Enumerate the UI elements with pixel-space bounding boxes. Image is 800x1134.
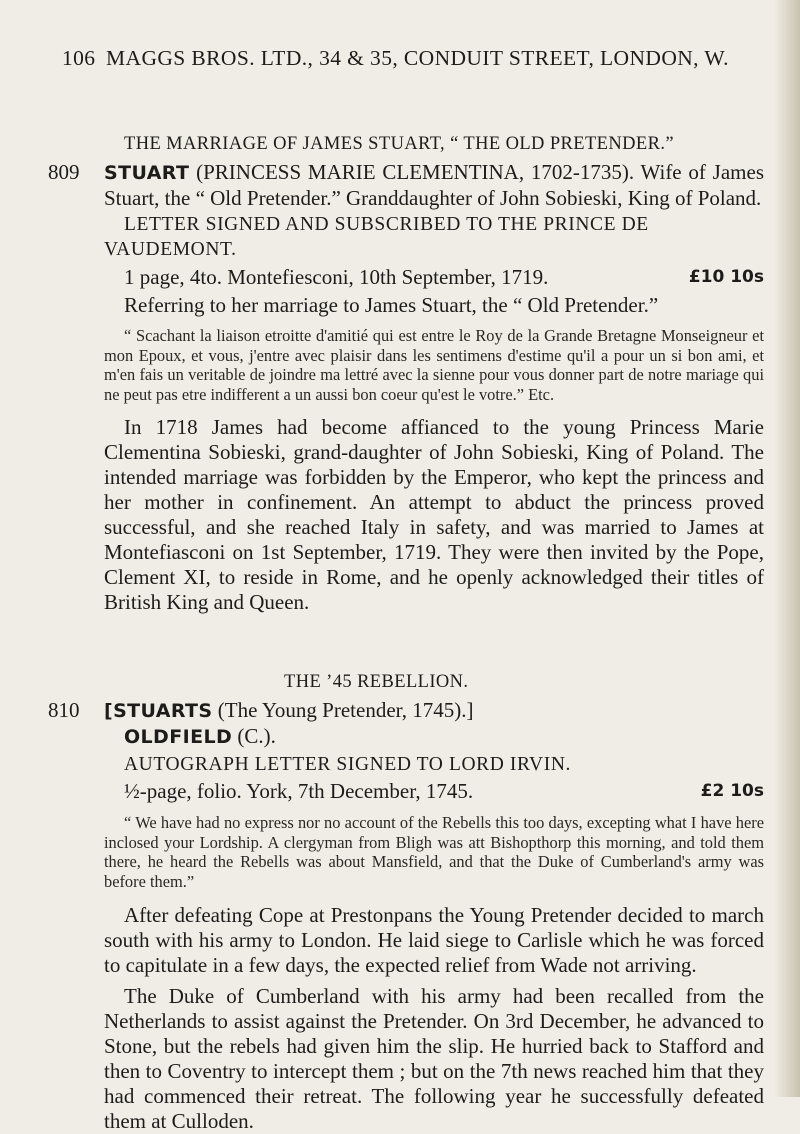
section-title-marriage: THE MARRIAGE OF JAMES STUART, “ THE OLD PRETENDER.”	[124, 134, 674, 154]
lot-paragraph-2: The Duke of Cumberland with his army had been recalled from the Netherlands to assist against the Pretender. On 3rd December, he advanced to Stone, but the rebels had given him the slip. He hurried back to Stafford and then to Coventry to intercept them ; but on the 7th news reached him that they had commenced their retreat. The following year he successfully defeated them at Culloden.	[104, 984, 764, 1133]
lot-author	[104, 724, 764, 750]
lot-number: 809	[48, 160, 80, 184]
page-edge-shadow	[774, 0, 800, 1097]
publisher-line: MAGGS BROS. LTD., 34 & 35, CONDUIT STREET, LONDON, W.	[106, 46, 729, 70]
running-head	[62, 46, 762, 71]
lot-bracket-rest: (The Young Pretender, 1745).]	[212, 698, 474, 722]
lot-heading-rest: (PRINCESS MARIE CLEMENTINA, 1702-1735). Wife of James Stuart, the “ Old Pretender.” Granddaughter of John Sobieski, King of Poland.	[104, 160, 764, 210]
lot-heading	[104, 698, 764, 724]
lot-quote: “ We have had no express nor no account of the Rebells this too days, excepting what I have here inclosed your Lordship. A clergyman from Bligh was att Bishopthorp this morning, and told them there, he heard the Rebells was about Mansfield, and that the Duke of Cumberland's army was before them.”	[104, 813, 764, 891]
lot-author-name: OLDFIELD	[124, 726, 233, 748]
lot-price: £2 10s	[700, 781, 764, 801]
lot-details	[104, 265, 764, 290]
lot-quote: “ Scachant la liaison etroitte d'amitié qui est entre le Roy de la Grande Bretagne Monseigneur et mon Epoux, et vous, j'entre avec plaisir dans les sentimens d'estime qu'il a pour un si bon ami, et m'en fais un veritable de joindre ma lettré avec la sienne pour vous donner part de notre mariage qui ne peut pas etre indifferent a un aussi bon coeur qu'est le votre.” Etc.	[104, 326, 764, 404]
lot-paragraph-1: After defeating Cope at Prestonpans the Young Pretender decided to march south with his army to London. He laid siege to Carlisle which he was forced to capitulate in a few days, the expected relief from Wade not arriving.	[104, 903, 764, 977]
lot-description: AUTOGRAPH LETTER SIGNED TO LORD IRVIN.	[124, 754, 571, 775]
lot-heading	[104, 160, 764, 211]
lot-details-text: ½-page, folio. York, 7th December, 1745.	[124, 779, 474, 803]
lot-note: Referring to her marriage to James Stuart, the “ Old Pretender.”	[124, 293, 659, 317]
lot-name: STUART	[104, 162, 190, 184]
lot-details-text: 1 page, 4to. Montefiesconi, 10th September, 1719.	[124, 265, 549, 289]
lot-price: £10 10s	[688, 267, 764, 287]
lot-810	[48, 698, 764, 1134]
lot-author-rest: (C.).	[232, 724, 276, 748]
page-number: 106	[62, 46, 96, 70]
lot-809	[48, 160, 764, 615]
lot-bracket-name: [STUARTS	[104, 700, 213, 722]
lot-number: 810	[48, 698, 80, 722]
lot-details	[104, 779, 764, 804]
lot-paragraph: In 1718 James had become affianced to the young Princess Marie Clementina Sobieski, grand-daughter of John Sobieski, King of Poland. The intended marriage was forbidden by the Emperor, who kept the princess and her mother in confinement. An attempt to abduct the princess proved successful, and she reached Italy in safety, and was married to James at Montefiasconi on 1st September, 1719. They were then invited by the Pope, Clement XI, to reside in Rome, and he openly acknowledged their titles of British King and Queen.	[104, 415, 764, 614]
section-title-rebellion: THE ’45 REBELLION.	[284, 672, 469, 692]
lot-description: LETTER SIGNED AND SUBSCRIBED TO THE PRINCE DE VAUDEMONT.	[104, 214, 649, 260]
